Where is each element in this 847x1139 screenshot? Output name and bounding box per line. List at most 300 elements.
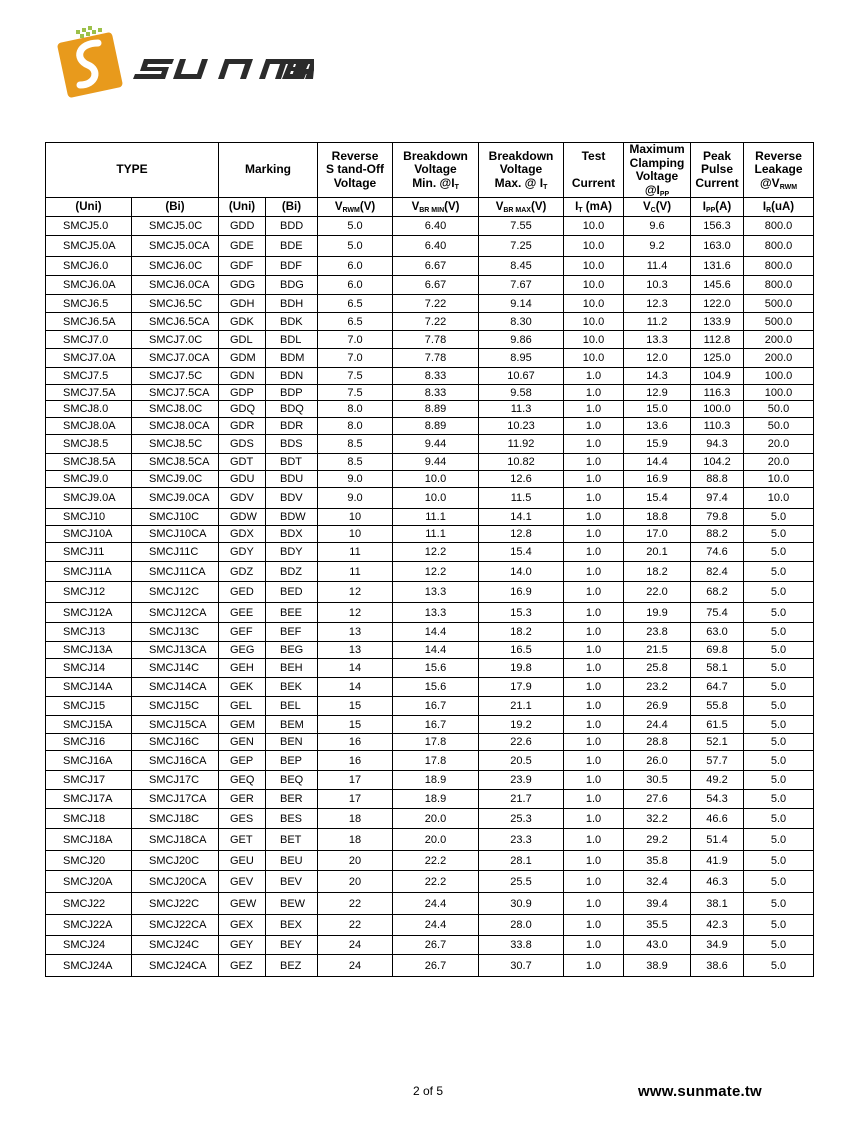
cell-vbr-max: 16.5 [479,642,564,659]
cell-type-bi: SMCJ11C [132,543,219,562]
breakdown-min-header: Breakdown Voltage Min. $@I_T$ [393,143,479,198]
cell-type-uni: SMCJ16 [46,734,132,751]
cell-it: 10.0 [564,276,624,295]
cell-it: 1.0 [564,829,624,851]
cell-vrwm: 9.0 [318,488,393,509]
table-row [46,454,814,471]
cell-vbr-max: 30.9 [479,893,564,915]
cell-mark-uni: GEH [219,659,266,678]
cell-vc: 30.5 [624,771,691,790]
table-row [46,678,814,697]
cell-type-uni: SMCJ5.0 [46,217,132,236]
cell-ir: 5.0 [744,809,814,829]
cell-vbr-max: 11.92 [479,435,564,454]
cell-ipp: 63.0 [691,623,744,642]
cell-mark-bi: BDD [266,217,318,236]
cell-vc: 14.3 [624,368,691,385]
cell-ir: 5.0 [744,543,814,562]
cell-type-bi: SMCJ20CA [132,871,219,893]
cell-type-bi: SMCJ6.5CA [132,313,219,331]
cell-ipp: 125.0 [691,349,744,368]
vbrmin-subheader: $V_{BR MIN}(V)$ [393,198,479,217]
cell-ipp: 104.9 [691,368,744,385]
cell-vc: 27.6 [624,790,691,809]
cell-vc: 14.4 [624,454,691,471]
cell-vbr-min: 6.67 [393,276,479,295]
cell-mark-uni: GDG [219,276,266,295]
cell-vbr-min: 16.7 [393,697,479,716]
cell-ipp: 49.2 [691,771,744,790]
table-row [46,257,814,276]
cell-vrwm: 7.0 [318,349,393,368]
cell-mark-bi: BED [266,582,318,603]
cell-type-uni: SMCJ11 [46,543,132,562]
cell-ipp: 100.0 [691,401,744,418]
cell-vbr-min: 8.33 [393,368,479,385]
cell-vrwm: 11 [318,543,393,562]
cell-vc: 18.8 [624,509,691,526]
table-row [46,716,814,734]
reverse-standoff-header: Reverse S tand-Off Voltage [318,143,393,198]
cell-vrwm: 13 [318,642,393,659]
cell-mark-bi: BDE [266,236,318,257]
cell-mark-uni: GEF [219,623,266,642]
table-row [46,936,814,955]
cell-ir: 5.0 [744,893,814,915]
cell-ipp: 110.3 [691,418,744,435]
cell-vc: 26.0 [624,751,691,771]
cell-vbr-max: 20.5 [479,751,564,771]
cell-ipp: 75.4 [691,603,744,623]
cell-ir: 5.0 [744,582,814,603]
cell-ipp: 145.6 [691,276,744,295]
cell-vrwm: 6.0 [318,257,393,276]
table-row [46,893,814,915]
cell-type-uni: SMCJ14A [46,678,132,697]
cell-vrwm: 12 [318,582,393,603]
table-row [46,582,814,603]
cell-vbr-min: 11.1 [393,526,479,543]
cell-vrwm: 6.5 [318,295,393,313]
cell-vrwm: 11 [318,562,393,582]
cell-mark-uni: GER [219,790,266,809]
table-row [46,418,814,435]
cell-ipp: 57.7 [691,751,744,771]
cell-type-uni: SMCJ20 [46,851,132,871]
cell-type-bi: SMCJ24CA [132,955,219,977]
cell-vc: 15.0 [624,401,691,418]
cell-vbr-min: 15.6 [393,678,479,697]
cell-type-bi: SMCJ12C [132,582,219,603]
cell-mark-uni: GEW [219,893,266,915]
cell-type-bi: SMCJ16C [132,734,219,751]
cell-vbr-min: 18.9 [393,790,479,809]
cell-ir: 5.0 [744,829,814,851]
table-row [46,659,814,678]
cell-type-uni: SMCJ24 [46,936,132,955]
cell-ipp: 116.3 [691,385,744,401]
cell-ipp: 42.3 [691,915,744,936]
cell-vc: 17.0 [624,526,691,543]
cell-vrwm: 20 [318,871,393,893]
cell-type-uni: SMCJ10 [46,509,132,526]
cell-vbr-max: 15.3 [479,603,564,623]
header-row [46,143,814,198]
cell-vc: 13.6 [624,418,691,435]
cell-type-uni: SMCJ13 [46,623,132,642]
test-current-header: Test Current [564,143,624,198]
cell-it: 1.0 [564,454,624,471]
cell-vrwm: 13 [318,623,393,642]
cell-type-bi: SMCJ5.0CA [132,236,219,257]
cell-type-uni: SMCJ6.5 [46,295,132,313]
cell-vbr-min: 15.6 [393,659,479,678]
cell-it: 1.0 [564,368,624,385]
table-row [46,809,814,829]
cell-ipp: 69.8 [691,642,744,659]
cell-type-uni: SMCJ8.5 [46,435,132,454]
cell-type-uni: SMCJ18A [46,829,132,851]
cell-ir: 100.0 [744,368,814,385]
cell-mark-uni: GES [219,809,266,829]
cell-mark-bi: BER [266,790,318,809]
cell-vrwm: 7.5 [318,368,393,385]
table-row [46,509,814,526]
vc-subheader: $V_C(V)$ [624,198,691,217]
cell-it: 1.0 [564,582,624,603]
cell-mark-uni: GDH [219,295,266,313]
cell-ir: 5.0 [744,790,814,809]
mark-bi-subheader: (Bi) [266,198,318,217]
cell-ipp: 54.3 [691,790,744,809]
cell-type-bi: SMCJ7.5CA [132,385,219,401]
cell-ipp: 34.9 [691,936,744,955]
cell-mark-uni: GED [219,582,266,603]
table-row [46,331,814,349]
cell-vbr-max: 11.3 [479,401,564,418]
cell-vc: 29.2 [624,829,691,851]
cell-vbr-min: 24.4 [393,915,479,936]
cell-vbr-max: 17.9 [479,678,564,697]
cell-vrwm: 8.5 [318,454,393,471]
cell-vrwm: 10 [318,526,393,543]
cell-mark-bi: BEH [266,659,318,678]
cell-vrwm: 10 [318,509,393,526]
cell-vbr-max: 8.95 [479,349,564,368]
cell-vrwm: 22 [318,915,393,936]
cell-type-uni: SMCJ7.0 [46,331,132,349]
cell-vc: 10.3 [624,276,691,295]
cell-vbr-max: 8.30 [479,313,564,331]
cell-type-bi: SMCJ9.0CA [132,488,219,509]
table-row [46,871,814,893]
cell-ipp: 68.2 [691,582,744,603]
cell-it: 1.0 [564,562,624,582]
cell-vbr-min: 26.7 [393,936,479,955]
cell-mark-bi: BEM [266,716,318,734]
cell-mark-bi: BEE [266,603,318,623]
cell-mark-uni: GDE [219,236,266,257]
table-row [46,562,814,582]
cell-ir: 5.0 [744,509,814,526]
cell-it: 10.0 [564,313,624,331]
cell-vc: 43.0 [624,936,691,955]
cell-mark-bi: BEV [266,871,318,893]
cell-mark-uni: GDT [219,454,266,471]
cell-vc: 11.2 [624,313,691,331]
cell-type-uni: SMCJ12 [46,582,132,603]
cell-vbr-max: 28.1 [479,851,564,871]
cell-mark-uni: GDD [219,217,266,236]
cell-vc: 22.0 [624,582,691,603]
cell-vrwm: 8.0 [318,401,393,418]
cell-it: 1.0 [564,697,624,716]
table-row [46,488,814,509]
cell-type-bi: SMCJ22CA [132,915,219,936]
table-row [46,829,814,851]
cell-vrwm: 22 [318,893,393,915]
cell-ir: 20.0 [744,454,814,471]
table-row [46,385,814,401]
cell-type-uni: SMCJ15 [46,697,132,716]
cell-mark-bi: BEX [266,915,318,936]
cell-vbr-min: 16.7 [393,716,479,734]
cell-mark-bi: BEK [266,678,318,697]
cell-it: 1.0 [564,678,624,697]
cell-ir: 10.0 [744,488,814,509]
cell-vrwm: 8.5 [318,435,393,454]
cell-it: 1.0 [564,418,624,435]
cell-type-uni: SMCJ17 [46,771,132,790]
cell-vc: 12.0 [624,349,691,368]
cell-vbr-min: 22.2 [393,851,479,871]
cell-vbr-min: 8.33 [393,385,479,401]
cell-mark-bi: BDM [266,349,318,368]
cell-vbr-max: 8.45 [479,257,564,276]
cell-vbr-max: 25.5 [479,871,564,893]
cell-mark-bi: BDV [266,488,318,509]
cell-type-bi: SMCJ6.0CA [132,276,219,295]
cell-type-uni: SMCJ6.5A [46,313,132,331]
cell-mark-uni: GDM [219,349,266,368]
cell-ipp: 88.8 [691,471,744,488]
website-link[interactable]: www.sunmate.tw [638,1083,762,1100]
cell-vrwm: 14 [318,659,393,678]
cell-it: 10.0 [564,217,624,236]
cell-vc: 28.8 [624,734,691,751]
cell-type-bi: SMCJ7.0CA [132,349,219,368]
cell-vc: 23.8 [624,623,691,642]
cell-type-uni: SMCJ22A [46,915,132,936]
cell-type-uni: SMCJ5.0A [46,236,132,257]
cell-vbr-min: 17.8 [393,734,479,751]
cell-mark-uni: GEK [219,678,266,697]
cell-vbr-min: 7.22 [393,313,479,331]
cell-vrwm: 18 [318,829,393,851]
sunmate-logo-graphic [52,25,314,113]
cell-vbr-min: 9.44 [393,454,479,471]
table-row [46,851,814,871]
cell-vrwm: 17 [318,790,393,809]
cell-vc: 25.8 [624,659,691,678]
cell-ir: 5.0 [744,642,814,659]
cell-ir: 800.0 [744,236,814,257]
cell-ipp: 46.6 [691,809,744,829]
cell-mark-bi: BEQ [266,771,318,790]
cell-ipp: 97.4 [691,488,744,509]
cell-ipp: 131.6 [691,257,744,276]
cell-vc: 35.5 [624,915,691,936]
cell-type-bi: SMCJ13C [132,623,219,642]
cell-vbr-max: 23.3 [479,829,564,851]
mark-uni-subheader: (Uni) [219,198,266,217]
cell-vbr-min: 12.2 [393,543,479,562]
cell-vc: 16.9 [624,471,691,488]
cell-ir: 5.0 [744,915,814,936]
cell-ir: 500.0 [744,313,814,331]
cell-mark-bi: BDQ [266,401,318,418]
cell-vrwm: 7.0 [318,331,393,349]
cell-type-bi: SMCJ13CA [132,642,219,659]
cell-mark-bi: BEW [266,893,318,915]
cell-type-bi: SMCJ8.0C [132,401,219,418]
marking-header: Marking [219,143,318,198]
cell-it: 1.0 [564,851,624,871]
cell-type-bi: SMCJ14C [132,659,219,678]
cell-mark-uni: GEG [219,642,266,659]
cell-type-uni: SMCJ20A [46,871,132,893]
cell-it: 1.0 [564,790,624,809]
cell-vbr-min: 6.67 [393,257,479,276]
table-row [46,955,814,977]
cell-vbr-min: 11.1 [393,509,479,526]
cell-it: 1.0 [564,385,624,401]
cell-vc: 39.4 [624,893,691,915]
cell-type-uni: SMCJ7.0A [46,349,132,368]
table-body [46,217,814,977]
cell-ipp: 46.3 [691,871,744,893]
cell-mark-uni: GDN [219,368,266,385]
cell-vbr-min: 18.9 [393,771,479,790]
cell-mark-bi: BDW [266,509,318,526]
cell-mark-bi: BDT [266,454,318,471]
cell-type-bi: SMCJ6.5C [132,295,219,313]
cell-it: 10.0 [564,349,624,368]
cell-type-bi: SMCJ14CA [132,678,219,697]
cell-type-uni: SMCJ24A [46,955,132,977]
cell-ipp: 38.6 [691,955,744,977]
cell-ipp: 163.0 [691,236,744,257]
cell-type-bi: SMCJ15CA [132,716,219,734]
table-row [46,236,814,257]
cell-vbr-min: 8.89 [393,418,479,435]
cell-it: 1.0 [564,893,624,915]
cell-vbr-min: 20.0 [393,829,479,851]
cell-vbr-min: 10.0 [393,471,479,488]
cell-vbr-max: 14.0 [479,562,564,582]
cell-ir: 5.0 [744,751,814,771]
cell-vbr-min: 6.40 [393,217,479,236]
table-row [46,526,814,543]
cell-type-bi: SMCJ20C [132,851,219,871]
table-row [46,276,814,295]
cell-vbr-max: 10.82 [479,454,564,471]
cell-type-uni: SMCJ10A [46,526,132,543]
cell-ipp: 64.7 [691,678,744,697]
table-row [46,734,814,751]
cell-vrwm: 12 [318,603,393,623]
cell-it: 10.0 [564,331,624,349]
subheader-row [46,198,814,217]
sunmate-logo [52,25,314,113]
cell-vbr-max: 19.8 [479,659,564,678]
reverse-leakage-header: Reverse Leakage $@V_{RWM}$ [744,143,814,198]
cell-vrwm: 8.0 [318,418,393,435]
cell-ipp: 55.8 [691,697,744,716]
cell-it: 1.0 [564,751,624,771]
cell-vbr-max: 11.5 [479,488,564,509]
peak-pulse-header: Peak Pulse Current [691,143,744,198]
cell-mark-uni: GDU [219,471,266,488]
cell-mark-uni: GEP [219,751,266,771]
cell-ir: 5.0 [744,562,814,582]
cell-ipp: 112.8 [691,331,744,349]
cell-ipp: 58.1 [691,659,744,678]
cell-mark-bi: BDF [266,257,318,276]
cell-mark-bi: BET [266,829,318,851]
cell-mark-bi: BEF [266,623,318,642]
cell-type-uni: SMCJ8.0 [46,401,132,418]
cell-type-bi: SMCJ7.0C [132,331,219,349]
cell-vbr-min: 10.0 [393,488,479,509]
cell-vbr-min: 20.0 [393,809,479,829]
cell-it: 1.0 [564,771,624,790]
cell-vrwm: 16 [318,751,393,771]
cell-vrwm: 20 [318,851,393,871]
cell-mark-uni: GDZ [219,562,266,582]
cell-type-bi: SMCJ11CA [132,562,219,582]
cell-it: 1.0 [564,471,624,488]
cell-mark-uni: GEE [219,603,266,623]
cell-vbr-min: 6.40 [393,236,479,257]
cell-it: 1.0 [564,435,624,454]
cell-type-uni: SMCJ9.0A [46,488,132,509]
table-row [46,603,814,623]
cell-vbr-max: 14.1 [479,509,564,526]
cell-ir: 200.0 [744,331,814,349]
cell-vbr-max: 7.67 [479,276,564,295]
cell-ir: 5.0 [744,771,814,790]
vrwm-subheader: $V_{RWM}(V)$ [318,198,393,217]
cell-vc: 26.9 [624,697,691,716]
cell-mark-uni: GEU [219,851,266,871]
cell-vbr-min: 24.4 [393,893,479,915]
ipp-subheader: $I_{PP}(A)$ [691,198,744,217]
cell-it: 10.0 [564,257,624,276]
table-row [46,623,814,642]
cell-it: 1.0 [564,543,624,562]
table-row [46,401,814,418]
cell-mark-uni: GDK [219,313,266,331]
table-row [46,217,814,236]
vbrmax-subheader: $V_{BR MAX}(V)$ [479,198,564,217]
cell-ipp: 38.1 [691,893,744,915]
cell-vc: 23.2 [624,678,691,697]
cell-vc: 9.6 [624,217,691,236]
cell-type-uni: SMCJ14 [46,659,132,678]
cell-type-bi: SMCJ8.0CA [132,418,219,435]
table-row [46,543,814,562]
